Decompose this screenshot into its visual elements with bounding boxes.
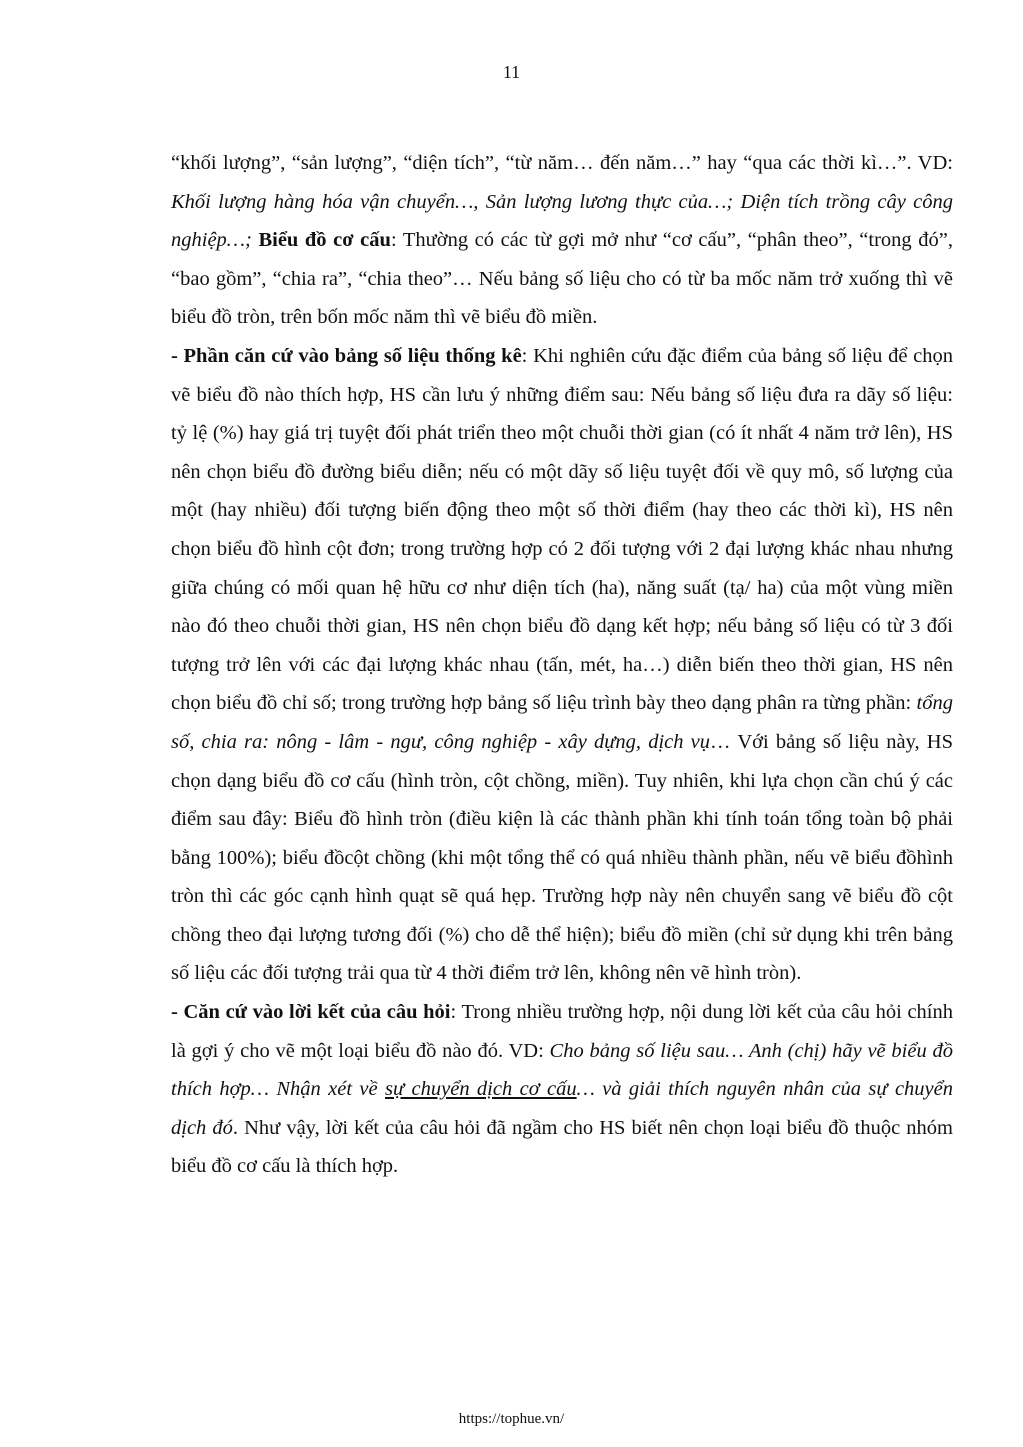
- text-run: “khối lượng”, “sản lượng”, “diện tích”, “từ năm… đến năm…” hay “qua các thời kì…”. VD:: [171, 152, 953, 174]
- body-text: [171, 144, 953, 1186]
- paragraph-chart-keywords: [171, 144, 953, 337]
- italic-example-run: tổng số, chia ra: nông - lâm - ngư, công nghiệp - xây dựng, dịch vụ: [171, 692, 953, 753]
- paragraph-question-ending: [171, 993, 953, 1186]
- italic-example-run: … và giải thích nguyên nhân của sự chuyển dịch đó: [171, 1078, 953, 1139]
- text-run: : Khi nghiên cứu đặc điểm của bảng số liệu để chọn vẽ biểu đồ nào thích hợp, HS cần lưu ý những điểm sau: Nếu bảng số liệu đưa ra dãy số liệu: tỷ lệ (%) hay giá trị tuyệt đối phát triển theo một chuỗi thời gian (có ít nhất 4 năm trở lên), HS nên chọn biểu đồ đường biểu diễn; nếu có một dãy số liệu tuyệt đối về quy mô, số lượng của một (hay nhiều) đối tượng biến động theo một số thời điểm (hay theo các thời kì), HS nên chọn biểu đồ hình cột đơn; trong trường hợp có 2 đối tượng với 2 đại lượng khác nhau nhưng giữa chúng có mối quan hệ hữu cơ như diện tích (ha), năng suất (tạ/ ha) của một vùng miền nào đó theo chuỗi thời gian, HS nên chọn biểu đồ dạng kết hợp; nếu bảng số liệu có từ 3 đối tượng trở lên với các đại lượng khác nhau (tấn, mét, ha…) diễn biến theo thời gian, HS nên chọn biểu đồ chỉ số; trong trường hợp bảng số liệu trình bày theo dạng phân ra từng phần:: [171, 344, 953, 715]
- text-run: … Với bảng số liệu này, HS chọn dạng biểu đồ cơ cấu (hình tròn, cột chồng, miền). Tuy nhiên, khi lựa chọn cần chú ý các điểm sau đây: Biểu đồ hình tròn (điều kiện là các thành phần khi tính toán tổng toàn bộ phải bằng 100%); biểu đồcột chồng (khi một tổng thể có quá nhiều thành phần, nếu vẽ biểu đồhình tròn thì các góc cạnh hình quạt sẽ quá hẹp. Trường hợp này nên chuyển sang vẽ biểu đồ cột chồng theo đại lượng tương đối (%) cho dễ thể hiện); biểu đồ miền (chỉ sử dụng khi trên bảng số liệu các đối tượng trải qua từ 4 thời điểm trở lên, không nên vẽ hình tròn).: [171, 730, 954, 985]
- text-run: . Như vậy, lời kết của câu hỏi đã ngầm cho HS biết nên chọn loại biểu đồ thuộc nhóm biểu đồ cơ cấu là thích hợp.: [171, 1116, 953, 1178]
- bold-heading-run: - Căn cứ vào lời kết của câu hỏi: [171, 1001, 451, 1024]
- page-number: 11: [502, 62, 521, 82]
- text-run: : Trong nhiều trường hợp, nội dung lời kết của câu hỏi chính là gợi ý cho vẽ một loại biểu đồ nào đó. VD:: [171, 1001, 954, 1062]
- footer-url: https://tophue.vn/: [458, 1411, 565, 1427]
- text-run: : Thường có các từ gợi mở như “cơ cấu”, “phân theo”, “trong đó”, “bao gồm”, “chia ra”, “chia theo”… Nếu bảng số liệu cho có từ ba mốc năm trở xuống thì vẽ biểu đồ tròn, trên bốn mốc năm thì vẽ biểu đồ miền.: [171, 229, 953, 329]
- italic-example-run: Cho bảng số liệu sau… Anh (chị) hãy vẽ biểu đồ thích hợp… Nhận xét về: [171, 1039, 953, 1101]
- bold-heading-run: - Phần căn cứ vào bảng số liệu thống kê: [171, 344, 522, 367]
- paragraph-statistics-table: [171, 337, 953, 993]
- bold-heading-run: Biểu đồ cơ cấu: [258, 229, 391, 252]
- italic-example-run: Khối lượng hàng hóa vận chuyển…, Sản lượng lương thực của…; Diện tích trồng cây công nghiệp…;: [171, 190, 953, 252]
- italic-example-run: sự chuyển dịch cơ cấu: [385, 1078, 577, 1101]
